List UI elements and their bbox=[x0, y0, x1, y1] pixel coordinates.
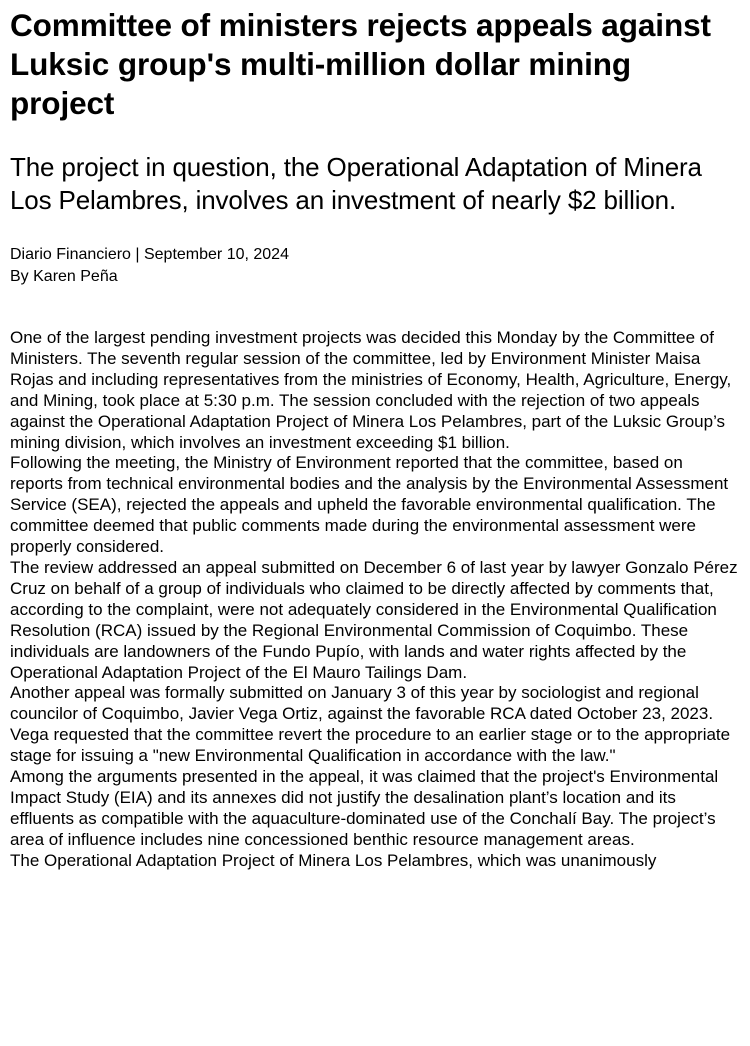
article-meta bbox=[10, 244, 740, 288]
body-paragraph: One of the largest pending investment projects was decided this Monday by the Committee of Ministers. The seventh regular session of the committee, led by Environment Minister Maisa Rojas and including representatives from the ministries of Economy, Health, Agriculture, Energy, and Mining, took place at 5:30 p.m. The session concluded with the rejection of two appeals against the Operational Adaptation Project of Minera Los Pelambres, part of the Luksic Group’s mining division, which involves an investment exceeding $1 billion. bbox=[10, 328, 732, 452]
article-subheadline: The project in question, the Operational Adaptation of Minera Los Pelambres, involves an investment of nearly $2 billion. bbox=[10, 152, 702, 215]
body-paragraph: The Operational Adaptation Project of Minera Los Pelambres, which was unanimously bbox=[10, 850, 657, 870]
article bbox=[10, 6, 740, 872]
byline: By Karen Peña bbox=[10, 268, 118, 285]
article-headline: Committee of ministers rejects appeals against Luksic group's multi-million dollar mining project bbox=[10, 7, 711, 121]
article-body bbox=[10, 328, 740, 872]
source-date-line: Diario Financiero | September 10, 2024 bbox=[10, 246, 289, 263]
body-paragraph: Another appeal was formally submitted on January 3 of this year by sociologist and regional councilor of Coquimbo, Javier Vega Ortiz, against the favorable RCA dated October 23, 2023. Vega requested that the committee revert the procedure to an earlier stage or to the appropriate stage for issuing a "new Environmental Qualification in accordance with the law." bbox=[10, 683, 731, 766]
body-paragraph: The review addressed an appeal submitted on December 6 of last year by lawyer Gonzalo Pérez Cruz on behalf of a group of individuals who claimed to be directly affected by comments that, according to the complaint, were not adequately considered in the Environmental Qualification Resolution (RCA) issued by the Regional Environmental Commission of Coquimbo. These individuals are landowners of the Fundo Pupío, with lands and water rights affected by the Operational Adaptation Project of the El Mauro Tailings Dam. bbox=[10, 557, 738, 682]
body-paragraph: Following the meeting, the Ministry of Environment reported that the committee, based on reports from technical environmental bodies and the analysis by the Environmental Assessment Service (SEA), rejected the appeals and upheld the favorable environmental qualification. The committee deemed that public comments made during the environmental assessment were properly considered. bbox=[10, 453, 729, 557]
body-paragraph: Among the arguments presented in the appeal, it was claimed that the project's Environmental Impact Study (EIA) and its annexes did not justify the desalination plant’s location and its effluents as compatible with the aquaculture-dominated use of the Conchalí Bay. The project’s area of influence includes nine concessioned benthic resource management areas. bbox=[10, 767, 719, 849]
